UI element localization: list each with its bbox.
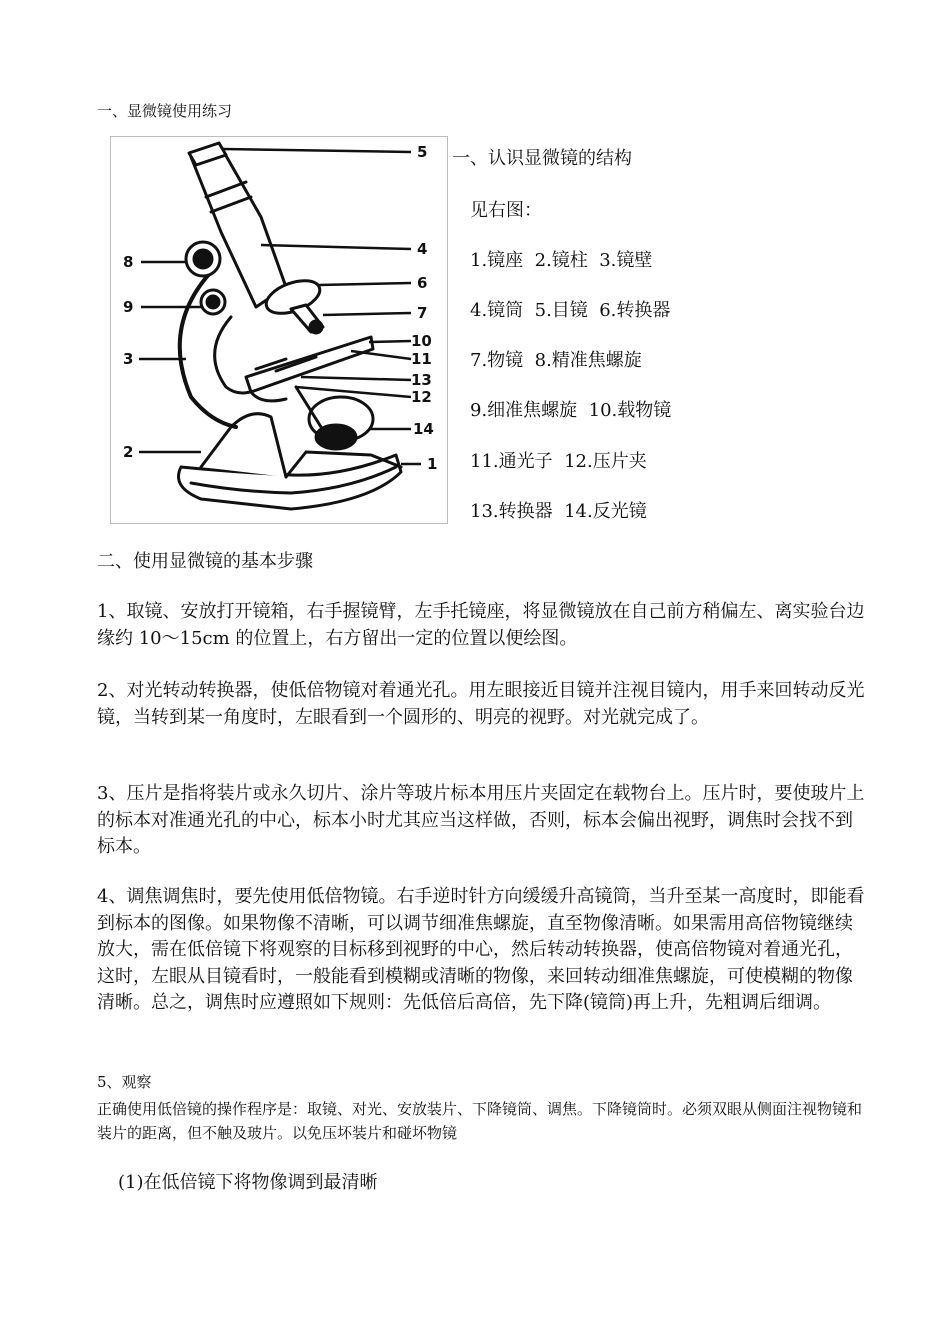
step-5-body: 正确使用低倍镜的操作程序是：取镜、对光、安放装片、下降镜筒、调焦。下降镜筒时。必须双眼从侧面注视物镜和装片的距离，但不触及玻片。以免压坏装片和碰坏物镜 bbox=[97, 1100, 863, 1142]
see-figure-text: 见右图： bbox=[470, 200, 542, 221]
steps-heading: 二、使用显微镜的基本步骤 bbox=[97, 551, 313, 572]
label-9: 9 bbox=[123, 298, 134, 316]
label-10: 10 bbox=[411, 332, 432, 350]
substep-1: (1)在低倍镜下将物像调到最清晰 bbox=[118, 1172, 378, 1193]
structure-line-5: 11.通光子 12.压片夹 bbox=[470, 451, 647, 472]
step-5-title: 5、观察 bbox=[97, 1073, 152, 1091]
label-6: 6 bbox=[417, 274, 428, 292]
structure-heading: 一、认识显微镜的结构 bbox=[452, 148, 632, 169]
label-5: 5 bbox=[417, 143, 428, 161]
structure-line-4: 9.细准焦螺旋 10.载物镜 bbox=[470, 400, 672, 421]
label-1: 1 bbox=[427, 455, 438, 473]
label-8: 8 bbox=[123, 253, 134, 271]
step-1-paragraph: 1、取镜、安放打开镜箱，右手握镜臂，左手托镜座，将显微镜放在自己前方稍偏左、离实验台边缘约 10～15cm 的位置上，右方留出一定的位置以便绘图。 bbox=[97, 601, 865, 649]
label-7: 7 bbox=[417, 304, 428, 322]
page-title: 一、显微镜使用练习 bbox=[97, 102, 233, 120]
microscope-drawing bbox=[111, 137, 447, 523]
label-13: 13 bbox=[411, 371, 432, 389]
structure-line-3: 7.物镜 8.精准焦螺旋 bbox=[470, 350, 642, 371]
label-11: 11 bbox=[411, 350, 432, 368]
label-14: 14 bbox=[413, 420, 434, 438]
step-2-paragraph: 2、对光转动转换器，使低倍物镜对着通光孔。用左眼接近目镜并注视目镜内，用手来回转动反光镜，当转到某一角度时，左眼看到一个圆形的、明亮的视野。对光就完成了。 bbox=[97, 680, 865, 728]
label-2: 2 bbox=[123, 443, 134, 461]
label-4: 4 bbox=[417, 240, 428, 258]
structure-line-6: 13.转换器 14.反光镜 bbox=[470, 501, 647, 522]
structure-line-1: 1.镜座 2.镜柱 3.镜壁 bbox=[470, 250, 653, 271]
structure-line-2: 4.镜筒 5.目镜 6.转换器 bbox=[470, 300, 671, 321]
label-12: 12 bbox=[411, 388, 432, 406]
label-3: 3 bbox=[123, 350, 134, 368]
step-4-paragraph: 4、调焦调焦时，要先使用低倍物镜。右手逆时针方向缓缓升高镜筒，当升至某一高度时，即能看到标本的图像。如果物像不清晰，可以调节细准焦螺旋，直至物像清晰。如果需用高倍物镜继续放大，需在低倍镜下将观察的目标移到视野的中心，然后转动转换器，使高倍物镜对着通光孔，这时，左眼从目镜看时，一般能看到模糊或清晰的物像，来回转动细准焦螺旋，可使模糊的物像清晰。总之，调焦时应遵照如下规则：先低倍后高倍，先下降(镜筒)再上升，先粗调后细调。 bbox=[97, 886, 865, 1013]
microscope-diagram bbox=[110, 136, 448, 524]
step-3-paragraph: 3、压片是指将装片或永久切片、涂片等玻片标本用压片夹固定在载物台上。压片时，要使玻片上的标本对准通光孔的中心，标本小时尤其应当这样做，否则，标本会偏出视野，调焦时会找不到标本。 bbox=[97, 783, 865, 857]
